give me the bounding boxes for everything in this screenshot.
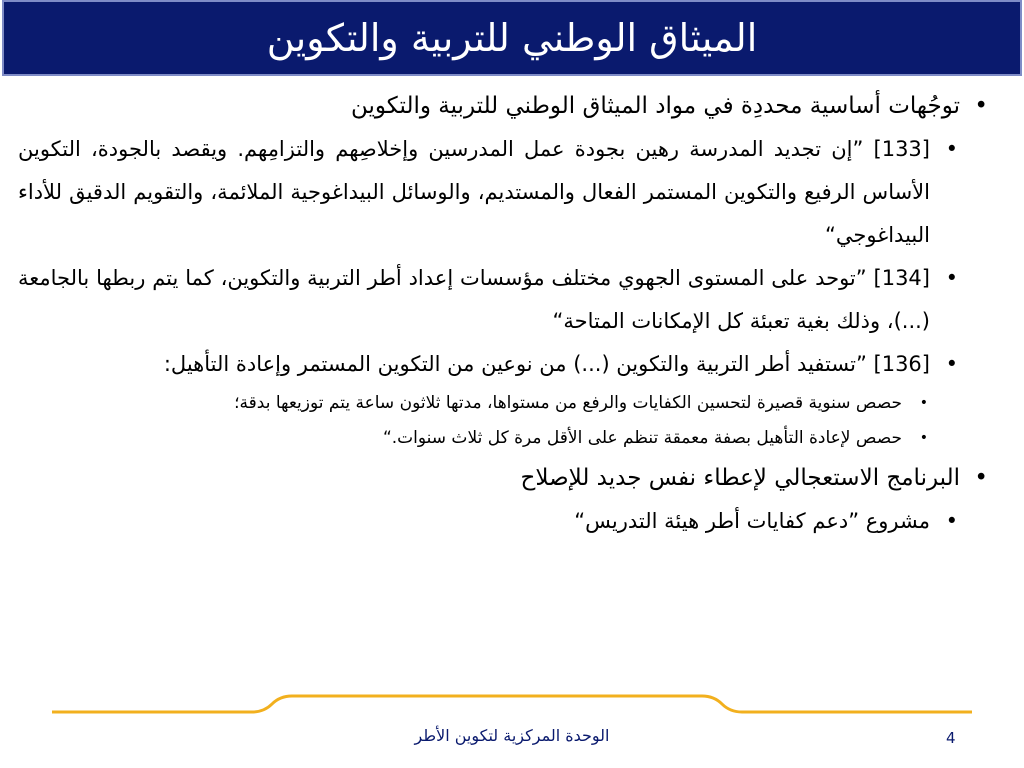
bullet-text: [134] ”توحد على المستوى الجهوي مختلف مؤسسات إعداد أطر التربية والتكوين، كما يتم ربطها بالجامعة (...)، وذلك بغية تعبئة كل الإمكانات المتاحة“ (18, 266, 930, 333)
bullet-dot-icon: • (945, 266, 958, 290)
footer-organization-name: الوحدة المركزية لتكوين الأطر (414, 726, 610, 745)
bullet-dot-icon: • (974, 465, 988, 491)
bullet-dot-icon: • (919, 395, 928, 411)
bullet-dot-icon: • (919, 430, 928, 446)
slide-title: الميثاق الوطني للتربية والتكوين (266, 16, 758, 60)
bullet-level2-article-133 (18, 128, 988, 257)
bullet-level3-annual-sessions (18, 386, 988, 421)
bullet-dot-icon: • (945, 352, 958, 376)
page-number: 4 (946, 729, 956, 747)
slide-content (18, 84, 988, 543)
bullet-level1-charter-orientations (18, 84, 988, 128)
title-bar (2, 0, 1022, 76)
bullet-text: توجُهات أساسية محددِة في مواد الميثاق الوطني للتربية والتكوين (351, 93, 960, 119)
bullet-text: [136] ”تستفيد أطر التربية والتكوين (...) من نوعين من التكوين المستمر وإعادة التأهيل: (163, 352, 930, 376)
bullet-dot-icon: • (974, 93, 988, 119)
bullet-text: البرنامج الاستعجالي لإعطاء نفس جديد للإصلاح (520, 465, 960, 491)
footer-divider-line (52, 694, 972, 724)
bullet-text: [133] ”إن تجديد المدرسة رهين بجودة عمل المدرسين وإخلاصِهم والتزامِهم. ويقصد بالجودة، التكوين الأساس الرفيع والتكوين المستمر الفعال والمستديم، والوسائل البيداغوجية الملائمة، والتقويم الدقيق للأداء البيداغوجي“ (18, 137, 930, 247)
bullet-level2-project-support (18, 500, 988, 543)
bullet-level2-article-136 (18, 343, 988, 386)
bullet-level2-article-134 (18, 257, 988, 343)
bullet-level3-requalification-sessions (18, 421, 988, 456)
bullet-text: حصص سنوية قصيرة لتحسين الكفايات والرفع من مستواها، مدتها ثلاثون ساعة يتم توزيعها بدقة؛ (234, 393, 902, 413)
bullet-level1-emergency-program (18, 456, 988, 500)
bullet-dot-icon: • (945, 137, 958, 161)
bullet-dot-icon: • (945, 509, 958, 533)
bullet-text: حصص لإعادة التأهيل بصفة معمقة تنظم على الأقل مرة كل ثلاث سنوات.“ (382, 428, 902, 448)
bullet-text: مشروع ”دعم كفايات أطر هيئة التدريس“ (574, 509, 930, 533)
